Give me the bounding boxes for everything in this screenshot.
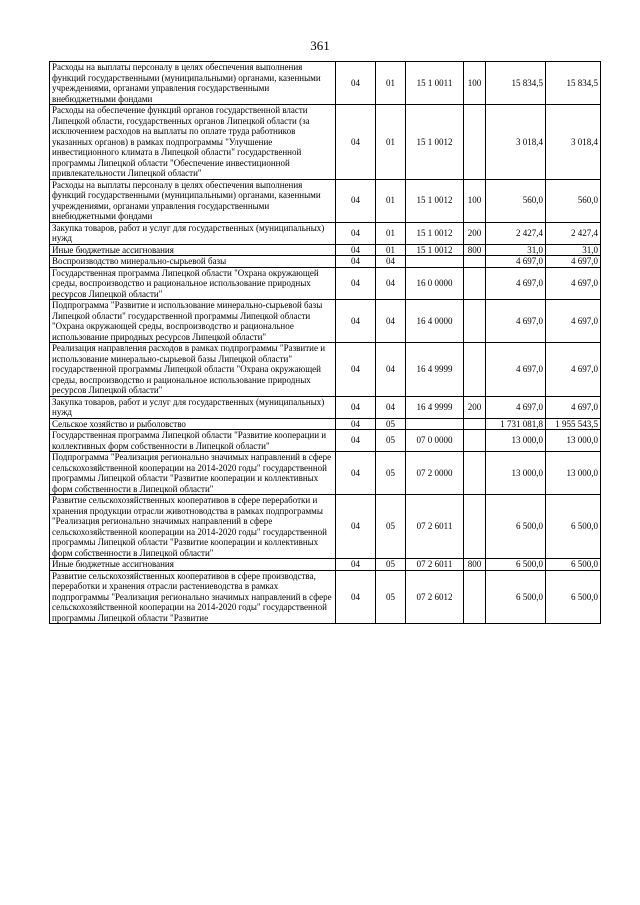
page-number: 361 [310,38,330,53]
row-name: Закупка товаров, работ и услуг для государственных (муниципальных) нужд [50,222,336,244]
table-row [50,343,601,397]
row-amount-year-1: 4 697,0 [486,396,546,418]
table-row [50,300,601,343]
row-section: 04 [336,222,376,244]
row-expense-type: 800 [464,244,486,256]
row-expense-type [464,570,486,624]
row-amount-year-2: 3 018,4 [546,105,601,180]
row-section: 04 [336,495,376,559]
row-expense-type: 100 [464,62,486,105]
row-name: Воспроизводство минерально-сырьевой базы [50,256,336,268]
row-section: 04 [336,559,376,571]
budget-table-body [50,62,601,624]
row-section: 04 [336,452,376,495]
row-amount-year-2: 6 500,0 [546,570,601,624]
budget-table [49,61,601,624]
row-name: Подпрограмма "Реализация регионально значимых направлений в сфере сельскохозяйственной кооперации на 2014-2020 годы" государственной программы Липецкой области "Развитие кооперации и коллективных форм собственности в Липецкой области" [50,452,336,495]
row-target-article: 07 0 0000 [406,430,464,452]
row-name: Реализация направления расходов в рамках подпрограммы "Развитие и использование минерально-сырьевой базы Липецкой области" государственной программы Липецкой области "Охрана окружающей среды, воспроизводство и рациональное использование природных ресурсов Липецкой области" [50,343,336,397]
row-name: Государственная программа Липецкой области "Развитие кооперации и коллективных форм собственности в Липецкой области" [50,430,336,452]
row-expense-type [464,430,486,452]
row-section: 04 [336,570,376,624]
row-target-article: 16 0 0000 [406,267,464,300]
row-name: Подпрограмма "Развитие и использование минерально-сырьевой базы Липецкой области" государственной программы Липецкой области "Охрана окружающей среды, воспроизводство и рациональное использование природных ресурсов Липецкой области" [50,300,336,343]
row-amount-year-2: 15 834,5 [546,62,601,105]
table-row [50,570,601,624]
row-target-article: 15 1 0011 [406,62,464,105]
row-section: 04 [336,267,376,300]
row-name: Иные бюджетные ассигнования [50,559,336,571]
row-expense-type [464,343,486,397]
table-row [50,267,601,300]
row-amount-year-1: 13 000,0 [486,430,546,452]
row-subsection: 01 [376,244,406,256]
row-target-article: 15 1 0012 [406,105,464,180]
row-section: 04 [336,105,376,180]
row-expense-type [464,300,486,343]
row-target-article [406,418,464,430]
row-amount-year-1: 31,0 [486,244,546,256]
row-expense-type [464,418,486,430]
table-row [50,105,601,180]
row-amount-year-2: 4 697,0 [546,396,601,418]
row-target-article [406,256,464,268]
row-amount-year-1: 1 731 081,8 [486,418,546,430]
row-subsection: 04 [376,300,406,343]
row-amount-year-1: 4 697,0 [486,256,546,268]
table-row [50,430,601,452]
row-expense-type [464,495,486,559]
row-target-article: 15 1 0012 [406,244,464,256]
table-row [50,559,601,571]
row-amount-year-2: 13 000,0 [546,452,601,495]
row-target-article: 16 4 9999 [406,396,464,418]
row-name: Развитие сельскохозяйственных кооперативов в сфере переработки и хранения продукции отрасли животноводства в рамках подпрограммы "Реализация регионально значимых направлений в сфере сельскохозяйственной кооперации на 2014-2020 годы" государственной программы Липецкой области "Развитие кооперации и коллективных форм собственности в Липецкой области" [50,495,336,559]
row-amount-year-1: 6 500,0 [486,570,546,624]
row-expense-type: 800 [464,559,486,571]
row-amount-year-1: 3 018,4 [486,105,546,180]
row-subsection: 04 [376,256,406,268]
table-row [50,222,601,244]
row-name: Развитие сельскохозяйственных кооперативов в сфере производства, переработки и хранения отрасли растениеводства в рамках подпрограммы "Реализация регионально значимых направлений в сфере сельскохозяйственной кооперации на 2014-2020 годы" государственной программы Липецкой области "Развитие [50,570,336,624]
table-row [50,256,601,268]
row-amount-year-2: 1 955 543,5 [546,418,601,430]
row-section: 04 [336,418,376,430]
row-subsection: 01 [376,222,406,244]
row-amount-year-1: 13 000,0 [486,452,546,495]
row-name: Расходы на выплаты персоналу в целях обеспечения выполнения функций государственными (муниципальными) органами, казенными учреждениями, органами управления государственными внебюджетными фондами [50,62,336,105]
row-section: 04 [336,62,376,105]
row-amount-year-2: 4 697,0 [546,343,601,397]
table-row [50,244,601,256]
row-amount-year-1: 4 697,0 [486,267,546,300]
row-amount-year-2: 31,0 [546,244,601,256]
row-amount-year-1: 560,0 [486,179,546,222]
row-expense-type [464,256,486,268]
row-target-article: 07 2 6011 [406,559,464,571]
row-subsection: 04 [376,396,406,418]
row-section: 04 [336,430,376,452]
row-name: Иные бюджетные ассигнования [50,244,336,256]
row-amount-year-2: 560,0 [546,179,601,222]
row-subsection: 01 [376,179,406,222]
row-amount-year-2: 6 500,0 [546,495,601,559]
row-expense-type: 100 [464,179,486,222]
row-subsection: 05 [376,495,406,559]
row-target-article: 16 4 0000 [406,300,464,343]
row-name: Расходы на обеспечение функций органов государственной власти Липецкой области, государственных органов Липецкой области (за исключением расходов на выплаты по оплате труда работников указанных органов) в рамках подпрограммы "Улучшение инвестиционного климата в Липецкой области" государственной программы Липецкой области "Обеспечение инвестиционной привлекательности Липецкой области" [50,105,336,180]
row-amount-year-1: 4 697,0 [486,300,546,343]
row-section: 04 [336,179,376,222]
row-subsection: 04 [376,343,406,397]
row-subsection: 01 [376,62,406,105]
row-amount-year-1: 6 500,0 [486,559,546,571]
row-amount-year-1: 15 834,5 [486,62,546,105]
row-target-article: 07 2 0000 [406,452,464,495]
row-expense-type: 200 [464,222,486,244]
row-section: 04 [336,396,376,418]
row-expense-type [464,452,486,495]
row-subsection: 01 [376,105,406,180]
row-name: Государственная программа Липецкой области "Охрана окружающей среды, воспроизводство и рациональное использование природных ресурсов Липецкой области" [50,267,336,300]
row-subsection: 05 [376,430,406,452]
row-expense-type [464,105,486,180]
row-subsection: 05 [376,570,406,624]
table-row [50,418,601,430]
row-section: 04 [336,343,376,397]
row-target-article: 16 4 9999 [406,343,464,397]
row-amount-year-2: 13 000,0 [546,430,601,452]
row-amount-year-2: 2 427,4 [546,222,601,244]
row-name: Закупка товаров, работ и услуг для государственных (муниципальных) нужд [50,396,336,418]
row-amount-year-1: 4 697,0 [486,343,546,397]
table-row [50,452,601,495]
table-row [50,62,601,105]
row-amount-year-2: 4 697,0 [546,256,601,268]
row-target-article: 07 2 6012 [406,570,464,624]
row-amount-year-2: 4 697,0 [546,267,601,300]
row-amount-year-2: 4 697,0 [546,300,601,343]
table-row [50,495,601,559]
row-expense-type: 200 [464,396,486,418]
row-name: Сельское хозяйство и рыболовство [50,418,336,430]
row-name: Расходы на выплаты персоналу в целях обеспечения выполнения функций государственными (муниципальными) органами, казенными учреждениями, органами управления государственными внебюджетными фондами [50,179,336,222]
row-subsection: 05 [376,559,406,571]
row-section: 04 [336,256,376,268]
row-section: 04 [336,300,376,343]
row-section: 04 [336,244,376,256]
row-target-article: 15 1 0012 [406,179,464,222]
row-amount-year-2: 6 500,0 [546,559,601,571]
row-target-article: 15 1 0012 [406,222,464,244]
row-expense-type [464,267,486,300]
row-target-article: 07 2 6011 [406,495,464,559]
row-amount-year-1: 2 427,4 [486,222,546,244]
table-row [50,179,601,222]
row-subsection: 05 [376,452,406,495]
row-subsection: 04 [376,267,406,300]
table-row [50,396,601,418]
row-amount-year-1: 6 500,0 [486,495,546,559]
row-subsection: 05 [376,418,406,430]
